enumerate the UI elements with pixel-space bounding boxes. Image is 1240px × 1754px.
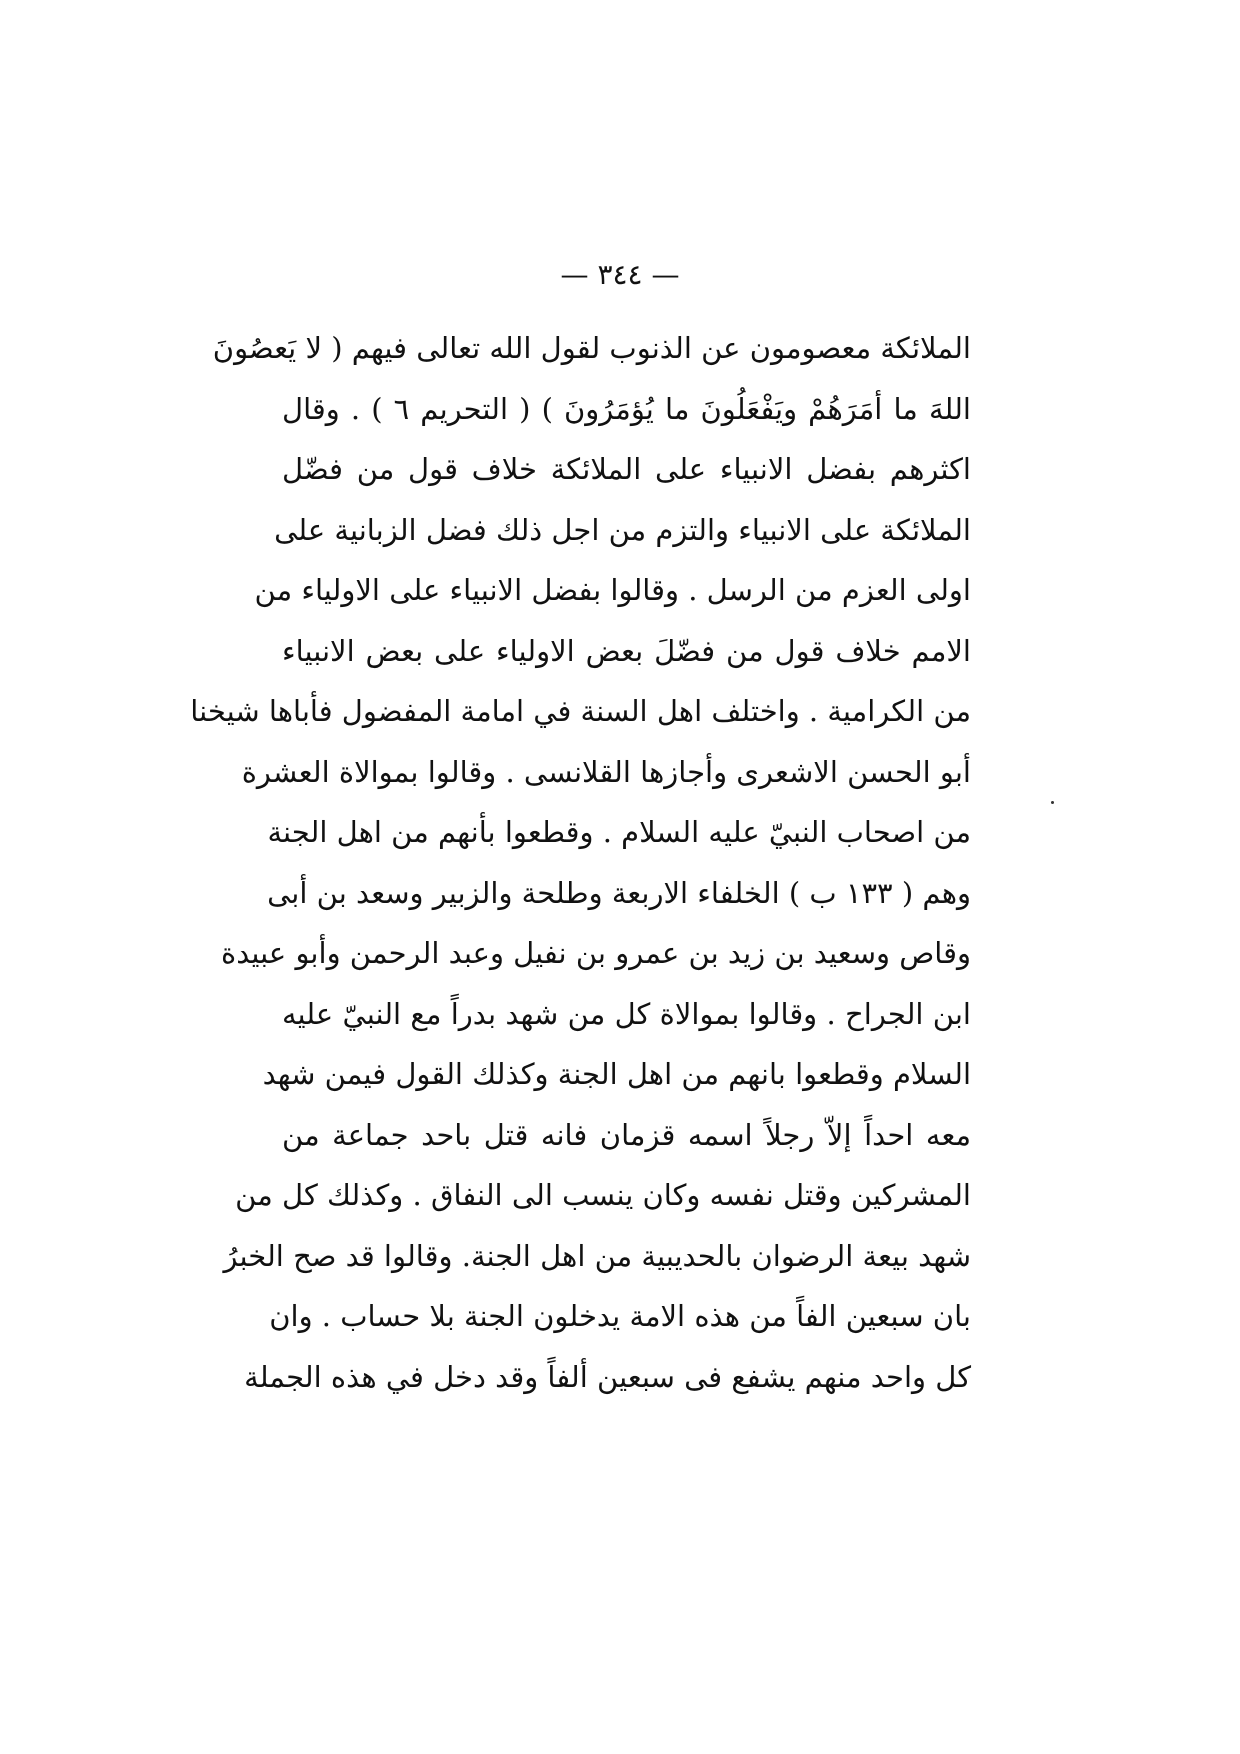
scan-speck [1051, 801, 1054, 804]
text-line: الملائكة على الانبياء والتزم من اجل ذلك فضل الزبانية على [274, 512, 971, 547]
text-line: الملائكة معصومون عن الذنوب لقول الله تعالى فيهم ( لا يَعصُونَ [212, 331, 971, 365]
text-line: المشركين وقتل نفسه وكان ينسب الى النفاق . وكذلك كل من [235, 1178, 971, 1212]
page-number: — ٣٤٤ — [560, 258, 680, 291]
text-line: أبو الحسن الاشعرى وأجازها القلانسى . وقالوا بموالاة العشرة [241, 754, 971, 789]
text-line: معه احداً إلاّ رجلاً اسمه قزمان فانه قتل باحد جماعة من [282, 1117, 971, 1152]
text-line: بان سبعين الفاً من هذه الامة يدخلون الجنة بلا حساب . وان [269, 1299, 971, 1333]
text-line: شهد بيعة الرضوان بالحديبية من اهل الجنة. وقالوا قد صح الخبرُ [223, 1238, 971, 1273]
text-line: كل واحد منهم يشفع فى سبعين ألفاً وقد دخل في هذه الجملة [244, 1359, 971, 1394]
text-line: الامم خلاف قول من فضّلَ بعض الاولياء على بعض الانبياء [282, 633, 971, 668]
text-line: اولى العزم من الرسل . وقالوا بفضل الانبياء على الاولياء من [254, 573, 971, 607]
text-line: وهم ( ١٣٣ ب ) الخلفاء الاربعة وطلحة والزبير وسعد بن أبى [267, 875, 971, 910]
text-line: اللهَ ما أمَرَهُمْ ويَفْعَلُونَ ما يُؤمَرُونَ ) ( التحريم ٦ ) . وقال [282, 391, 971, 426]
text-line: من الكرامية . واختلف اهل السنة في امامة المفضول فأباها شيخنا [190, 694, 971, 728]
text-line: ابن الجراح . وقالوا بموالاة كل من شهد بدراً مع النبيّ عليه [282, 996, 971, 1031]
text-line: اكثرهم بفضل الانبياء على الملائكة خلاف قول من فضّل [282, 452, 971, 486]
text-line: السلام وقطعوا بانهم من اهل الجنة وكذلك القول فيمن شهد [262, 1057, 971, 1091]
text-line: من اصحاب النبيّ عليه السلام . وقطعوا بأنهم من اهل الجنة [267, 815, 971, 849]
body-text [190, 318, 971, 1407]
text-line: وقاص وسعيد بن زيد بن عمرو بن نفيل وعبد الرحمن وأبو عبيدة [221, 936, 971, 970]
